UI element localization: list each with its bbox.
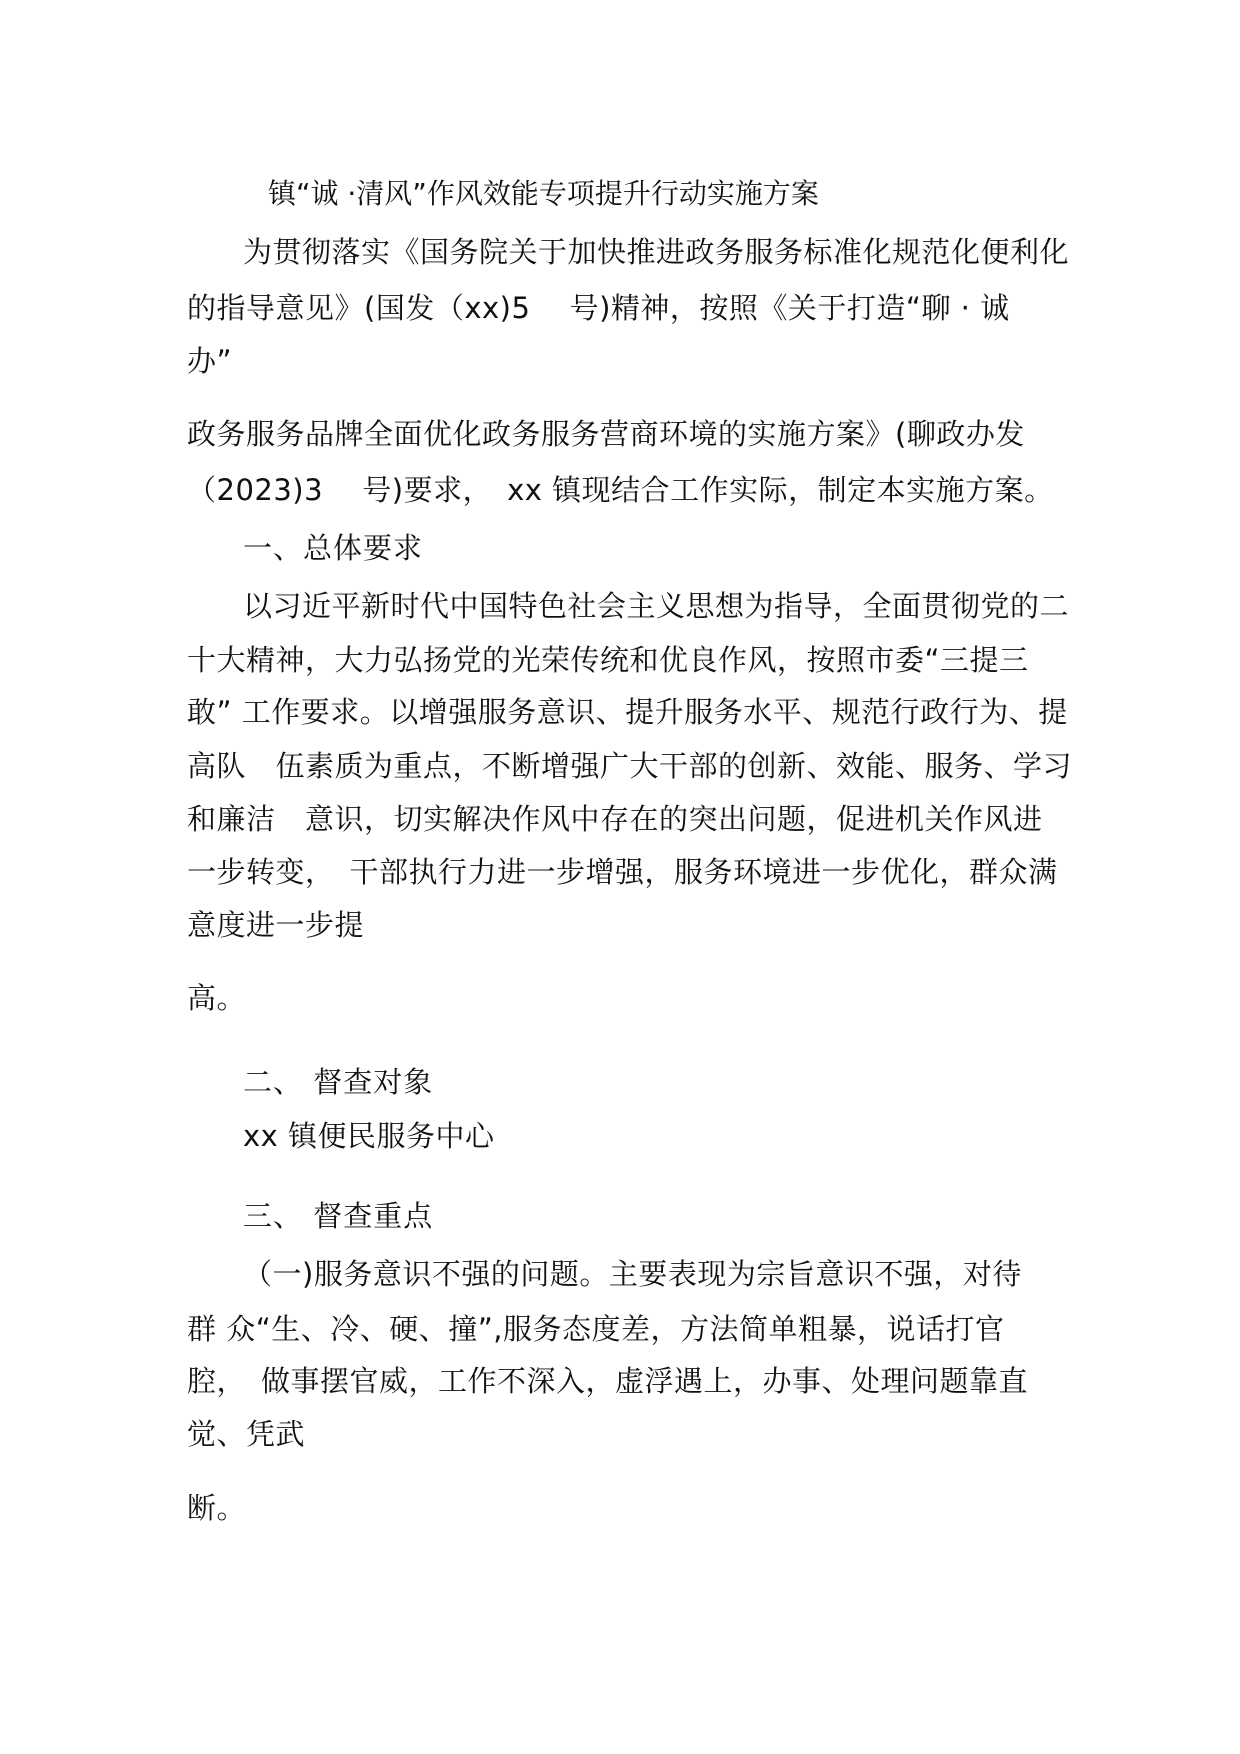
paragraph-line: （2023)3 号)要求， xx 镇现结合工作实际，制定本实施方案。 [187, 473, 1054, 507]
paragraph-line: 高。 [187, 981, 247, 1015]
paragraph-line: （一)服务意识不强的问题。主要表现为宗旨意识不强，对待 [243, 1257, 1022, 1291]
section-heading-1: 一、总体要求 [243, 531, 424, 565]
paragraph-line: 敢” 工作要求。以增强服务意识、提升服务水平、规范行政行为、提 [187, 695, 1068, 729]
paragraph-line: 觉、凭武 [187, 1417, 306, 1451]
paragraph-line: 十大精神，大力弘扬党的光荣传统和优良作风，按照市委“三提三 [187, 643, 1029, 677]
paragraph-line: 意度进一步提 [187, 908, 365, 942]
paragraph-line: 为贯彻落实《国务院关于加快推进政务服务标准化规范化便利化 [243, 235, 1070, 269]
paragraph-line: 断。 [187, 1491, 247, 1525]
paragraph-line: 高队 伍素质为重点，不断增强广大干部的创新、效能、服务、学习 [187, 749, 1073, 783]
paragraph-line: 腔， 做事摆官威，工作不深入，虚浮遇上，办事、处理问题靠直 [187, 1364, 1029, 1398]
paragraph-line: 的指导意见》(国发（xx)5 号)精神，按照《关于打造“聊 · 诚 [187, 291, 1010, 325]
paragraph-line: 和廉洁 意识，切实解决作风中存在的突出问题，促进机关作风进 [187, 802, 1043, 836]
section-heading-3: 三、 督查重点 [243, 1199, 434, 1233]
paragraph-line: 以习近平新时代中国特色社会主义思想为指导，全面贯彻党的二 [243, 589, 1070, 623]
section-heading-2: 二、 督查对象 [243, 1065, 434, 1099]
paragraph-line: 群 众“生、冷、硬、撞”,服务态度差，方法简单粗暴，说话打官 [187, 1312, 1005, 1346]
paragraph-line: 办” [187, 344, 233, 378]
paragraph-line: 政务服务品牌全面优化政务服务营商环境的实施方案》(聊政办发 [187, 417, 1025, 451]
paragraph-line: 一步转变， 干部执行力进一步增强，服务环境进一步优化，群众满 [187, 855, 1058, 889]
document-title: 镇“诚 ·清风”作风效能专项提升行动实施方案 [268, 177, 819, 210]
paragraph-line: xx 镇便民服务中心 [243, 1119, 495, 1153]
